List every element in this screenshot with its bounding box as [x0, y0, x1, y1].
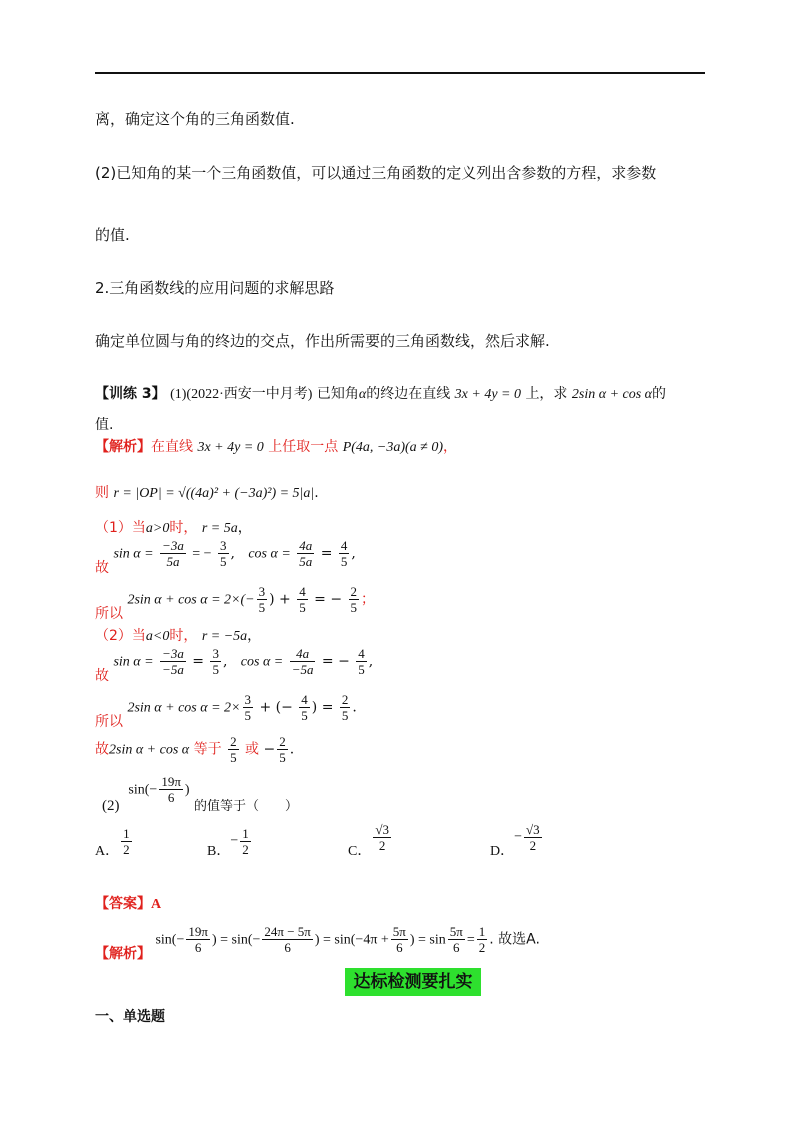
suoyi-label: 所以 [95, 713, 123, 730]
frac-num: 3 [212, 646, 219, 661]
option-label: D． [490, 843, 515, 859]
gu-label: 故 [95, 559, 109, 576]
solution-text-1: 在直线 [151, 439, 193, 455]
frac-num: √3 [375, 822, 389, 837]
q2-tail: 的值等于（ ） [194, 798, 299, 814]
total-expression: 2sin α + cos α = 2×(− [127, 592, 255, 608]
case-2-total-line: 所以 2sin α + cos α = 2× $\frac{3}{5}$ + (− $\frac{4}{5}$ ) = $\frac{2}{5}$ . [95, 692, 357, 730]
frac-num: −3a [162, 538, 184, 553]
fraction [297, 538, 314, 569]
solution-2-tail: . 故选A. [489, 931, 540, 948]
fraction [160, 538, 186, 569]
fraction [186, 924, 210, 955]
q2-expr-post: ) [184, 782, 190, 798]
case-1-condition: a>0 [145, 521, 170, 536]
expr-part: ) = sin [409, 932, 446, 948]
frac-num: 1 [478, 924, 486, 939]
r-expression: r = |OP| = √((4a)² + (−3a)²) = 5|a| [113, 486, 315, 501]
fraction [391, 924, 408, 955]
fraction [339, 538, 350, 569]
solution-text-3: ， [443, 439, 458, 455]
cos-label: cos α = [240, 654, 284, 670]
fraction [218, 538, 229, 569]
frac-num: 5π [392, 924, 406, 939]
option-label: A． [95, 843, 120, 859]
target-expression: 2sin α + cos α [571, 387, 653, 402]
fraction: $\frac{3}{5}$ [258, 584, 266, 615]
frac-den: 6 [396, 940, 403, 955]
final-expression: 2sin α + cos α [109, 742, 190, 758]
option-sign: − [514, 829, 523, 845]
frac-den: 2 [242, 842, 249, 857]
option-b[interactable] [207, 826, 253, 857]
frac-num: 24π − 5π [264, 924, 311, 939]
ze-label: 则 [95, 485, 109, 501]
frac-den: 2 [123, 842, 130, 857]
option-label: B． [207, 843, 231, 859]
option-sign: − [230, 833, 239, 849]
cos-label: cos α = [248, 546, 291, 562]
answer-value: A [151, 897, 162, 912]
frac-num: 4 [340, 538, 348, 553]
solution-conclusion: 故2sin α + cos α 等于 $\frac{2}{5}$ 或 − $\frac{2}{5}$ . [95, 734, 295, 765]
paragraph-3: 确定单位圆与角的终边的交点，作出所需要的三角函数线，然后求解. [95, 332, 550, 350]
fraction: $\frac{2}{5}$ [230, 734, 237, 765]
final-gu: 故 [95, 741, 109, 758]
total-expression: 2sin α + cos α = 2× [127, 700, 241, 716]
frac-den: 6 [284, 940, 291, 955]
paragraph-2-line-1: (2)已知角的某一个三角函数值，可以通过三角函数的定义列出含参数的方程，求参数 [95, 164, 657, 182]
fraction: $\frac{4}{5}$ [299, 584, 306, 615]
solution-2-line [95, 924, 540, 962]
fraction [160, 646, 186, 677]
frac-den: 5 [220, 554, 227, 569]
sin-label: sin α = [113, 546, 154, 562]
frac-den: 5 [212, 662, 219, 677]
comma: ， [247, 628, 262, 644]
fraction [290, 646, 316, 677]
expr-part: ) = sin(−4π + [314, 932, 389, 948]
period: . [289, 741, 295, 758]
question-2 [102, 774, 299, 814]
training-source: (1)(2022·西安一中月考) [170, 387, 313, 402]
line-equation: 3x + 4y = 0 [454, 387, 521, 402]
fraction [210, 646, 221, 677]
training-label: 【训练 3】 [95, 386, 166, 402]
training-3-line [95, 383, 666, 403]
fraction [373, 822, 391, 853]
option-a[interactable] [95, 826, 134, 857]
solution-r-line: 则 r = |OP| = √((4a)² + (−3a)²) = 5|a|. [95, 485, 319, 501]
frac-num: 1 [123, 826, 130, 841]
frac-den: 5a [166, 554, 180, 569]
fraction [477, 924, 488, 955]
case-1-text: 时， [169, 520, 198, 536]
final-equals-text: 等于 [193, 741, 222, 758]
case-2-r: r = −5a [201, 629, 248, 644]
sin-label: sin α = [113, 654, 154, 670]
frac-den: 6 [194, 940, 202, 955]
training-text-3: 上，求 [525, 386, 568, 402]
option-d[interactable] [490, 822, 544, 859]
frac-den: 6 [453, 940, 460, 955]
equals-minus: = − [192, 546, 212, 562]
frac-den: 6 [167, 790, 175, 805]
fraction [524, 822, 542, 853]
frac-den: 2 [378, 838, 386, 853]
training-text-5: 值. [95, 417, 114, 433]
answer-line [95, 893, 161, 913]
gu-label: 故 [95, 667, 109, 684]
question-number: (2) [102, 797, 120, 814]
section-banner: 达标检测要扎实 [345, 968, 481, 996]
fraction [356, 646, 367, 677]
fraction [448, 924, 465, 955]
frac-num: 1 [242, 826, 249, 841]
fraction [262, 924, 312, 955]
option-c[interactable] [348, 822, 393, 859]
or-text: 或 [245, 741, 260, 758]
option-label: C． [348, 843, 372, 859]
case-1-r: r = 5a [201, 521, 238, 536]
case-1-label: （1）当 [95, 520, 146, 536]
paragraph-2-line-2: 的值. [95, 226, 130, 244]
case-1-line [95, 517, 252, 537]
case-2-line [95, 625, 261, 645]
frac-den: −5a [291, 662, 314, 677]
training-text-4: 的 [652, 386, 667, 402]
fraction [159, 774, 183, 805]
training-text-1: 已知角 [316, 386, 359, 402]
frac-num: 4a [299, 538, 313, 553]
expr-part: sin(− [155, 932, 185, 948]
training-text-2: 的终边在直线 [366, 386, 451, 402]
fraction [240, 826, 251, 857]
solution-line-1 [95, 436, 457, 456]
frac-num: 4a [290, 646, 316, 662]
section-heading-2: 2.三角函数线的应用问题的求解思路 [95, 279, 335, 297]
paragraph-continuation: 离，确定这个角的三角函数值. [95, 110, 295, 128]
fraction: $\frac{2}{5}$ [279, 734, 286, 765]
case-1-total-line: 所以 2sin α + cos α = 2×(− $\frac{3}{5}$ ) + $\frac{4}{5}$ = − $\frac{2}{5}$ ； [95, 584, 376, 622]
frac-num: 19π [188, 924, 208, 939]
frac-num: √3 [526, 822, 540, 837]
comma: ， [237, 520, 252, 536]
expr-part: = [466, 932, 475, 948]
frac-num: 4 [358, 646, 365, 661]
expr-part: ) = sin(− [211, 932, 261, 948]
case-2-text: 时， [169, 628, 198, 644]
frac-num: 3 [220, 538, 227, 553]
q2-expr-pre: sin(− [128, 782, 158, 798]
header-rule [95, 72, 705, 74]
case-2-condition: a<0 [145, 629, 170, 644]
alpha-symbol: α [358, 387, 367, 402]
case-2-label: （2）当 [95, 628, 146, 644]
case-2-trig-line: 故 sin α = $\frac{-3a}{-5a}$ = $\frac{3}{5}$ , cos α = $\frac{4a}{-5a}$ = − $\frac{4}{5}$ , [95, 646, 374, 684]
answer-label: 【答案】 [95, 896, 151, 912]
fraction: $\frac{2}{5}$ [341, 692, 349, 723]
fraction: $\frac{4}{5}$ [301, 692, 308, 723]
fraction: $\frac{3}{5}$ [244, 692, 251, 723]
suoyi-label: 所以 [95, 605, 123, 622]
fraction: $\frac{2}{5}$ [350, 584, 358, 615]
frac-den: 2 [478, 940, 486, 955]
case-1-trig-line: 故 sin α = $\frac{-3a}{5a}$ = − $\frac{3}{5}$ , cos α = $\frac{4a}{5a}$ = $\frac{4}{5}$ , [95, 538, 356, 576]
fraction [121, 826, 132, 857]
frac-den: 5 [340, 554, 348, 569]
solution-2-label: 【解析】 [95, 945, 151, 962]
frac-den: 2 [529, 838, 537, 853]
frac-num: 5π [449, 924, 463, 939]
solution-point: P(4a, −3a)(a ≠ 0) [342, 440, 444, 455]
frac-den: 5a [299, 554, 313, 569]
frac-num: −3a [162, 646, 184, 661]
section-single-choice: 一、单选题 [95, 1009, 165, 1025]
solution-line-eq: 3x + 4y = 0 [197, 440, 264, 455]
frac-num: 19π [161, 774, 181, 789]
solution-label: 【解析】 [95, 439, 151, 455]
frac-den: 5 [358, 662, 365, 677]
solution-text-2: 上任取一点 [268, 439, 339, 455]
frac-den: −5a [162, 662, 184, 677]
